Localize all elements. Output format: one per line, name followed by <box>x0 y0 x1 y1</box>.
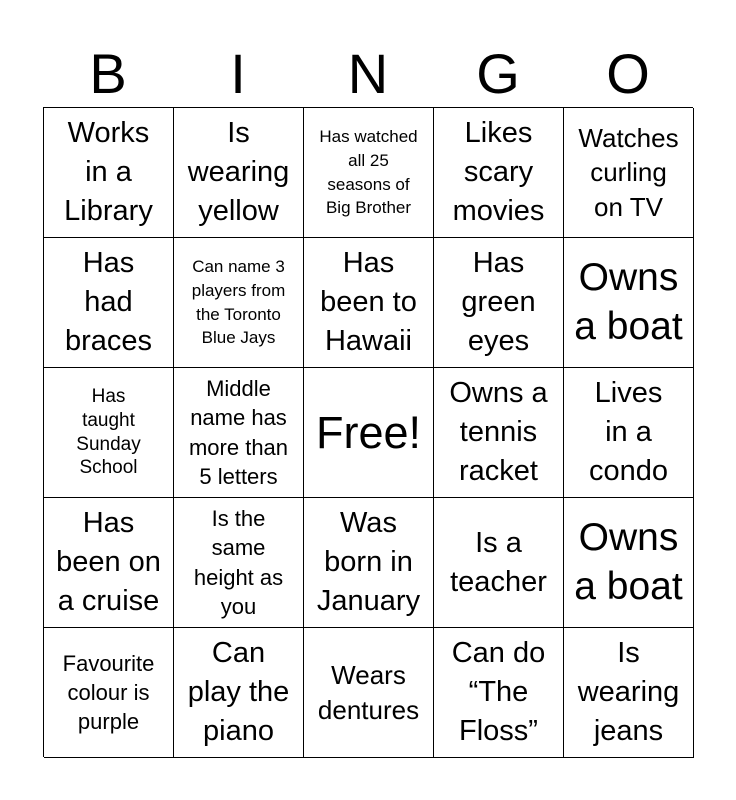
cell-text: Has had braces <box>64 247 153 357</box>
cell-text: Works in a Library <box>64 117 153 227</box>
bingo-board <box>43 107 693 757</box>
cell-text: Owns a boat <box>574 255 683 348</box>
cell-text: Has been on a cruise <box>56 507 161 617</box>
bingo-cell-g1[interactable] <box>434 108 564 238</box>
bingo-cell-n1[interactable] <box>304 108 434 238</box>
bingo-cell-o5[interactable] <box>564 628 694 758</box>
bingo-cell-b3[interactable] <box>44 368 174 498</box>
cell-text: Is wearing yellow <box>187 117 290 227</box>
bingo-cell-b5[interactable] <box>44 628 174 758</box>
bingo-cell-b4[interactable] <box>44 498 174 628</box>
cell-text: Can name 3 players from the Toronto Blue Jays <box>191 256 286 348</box>
cell-text: Owns a tennis racket <box>449 377 548 487</box>
cell-text: Has watched all 25 seasons of Big Brother <box>319 126 418 218</box>
cell-text: Was born in January <box>316 507 421 617</box>
bingo-cell-i2[interactable] <box>174 238 304 368</box>
cell-text: Is a teacher <box>450 526 547 598</box>
bingo-cell-o2[interactable] <box>564 238 694 368</box>
header-letter-n: N <box>347 42 389 105</box>
bingo-cell-g4[interactable] <box>434 498 564 628</box>
cell-text: Favourite colour is purple <box>62 650 155 735</box>
bingo-cell-i1[interactable] <box>174 108 304 238</box>
bingo-header <box>43 40 693 108</box>
bingo-cell-b2[interactable] <box>44 238 174 368</box>
cell-text: Is the same height as you <box>193 506 284 619</box>
cell-text: Watches curling on TV <box>578 123 679 222</box>
bingo-cell-i5[interactable] <box>174 628 304 758</box>
header-letter-i: I <box>230 42 246 105</box>
cell-text: Owns a boat <box>574 515 683 608</box>
header-letter-o: O <box>606 42 650 105</box>
bingo-cell-b1[interactable] <box>44 108 174 238</box>
bingo-cell-i4[interactable] <box>174 498 304 628</box>
cell-text: Has been to Hawaii <box>320 247 417 357</box>
cell-text: Wears dentures <box>317 660 420 725</box>
bingo-cell-g3[interactable] <box>434 368 564 498</box>
bingo-cell-g2[interactable] <box>434 238 564 368</box>
cell-text: Can play the piano <box>187 637 290 747</box>
bingo-cell-n5[interactable] <box>304 628 434 758</box>
bingo-cell-n2[interactable] <box>304 238 434 368</box>
cell-text: Can do “The Floss” <box>451 637 546 747</box>
cell-text: Lives in a condo <box>588 377 668 487</box>
free-space-cell[interactable] <box>304 368 434 498</box>
bingo-cell-n4[interactable] <box>304 498 434 628</box>
cell-text: Has green eyes <box>461 247 536 357</box>
bingo-cell-o3[interactable] <box>564 368 694 498</box>
cell-text: Middle name has more than 5 letters <box>188 376 289 489</box>
header-letter-g: G <box>476 42 520 105</box>
cell-text: Is wearing jeans <box>577 637 680 747</box>
cell-text: Free! <box>315 407 422 458</box>
bingo-cell-o1[interactable] <box>564 108 694 238</box>
bingo-cell-i3[interactable] <box>174 368 304 498</box>
cell-text: Likes scary movies <box>452 117 545 227</box>
cell-text: Has taught Sunday School <box>76 386 141 479</box>
bingo-cell-g5[interactable] <box>434 628 564 758</box>
header-letter-b: B <box>89 42 127 105</box>
bingo-cell-o4[interactable] <box>564 498 694 628</box>
